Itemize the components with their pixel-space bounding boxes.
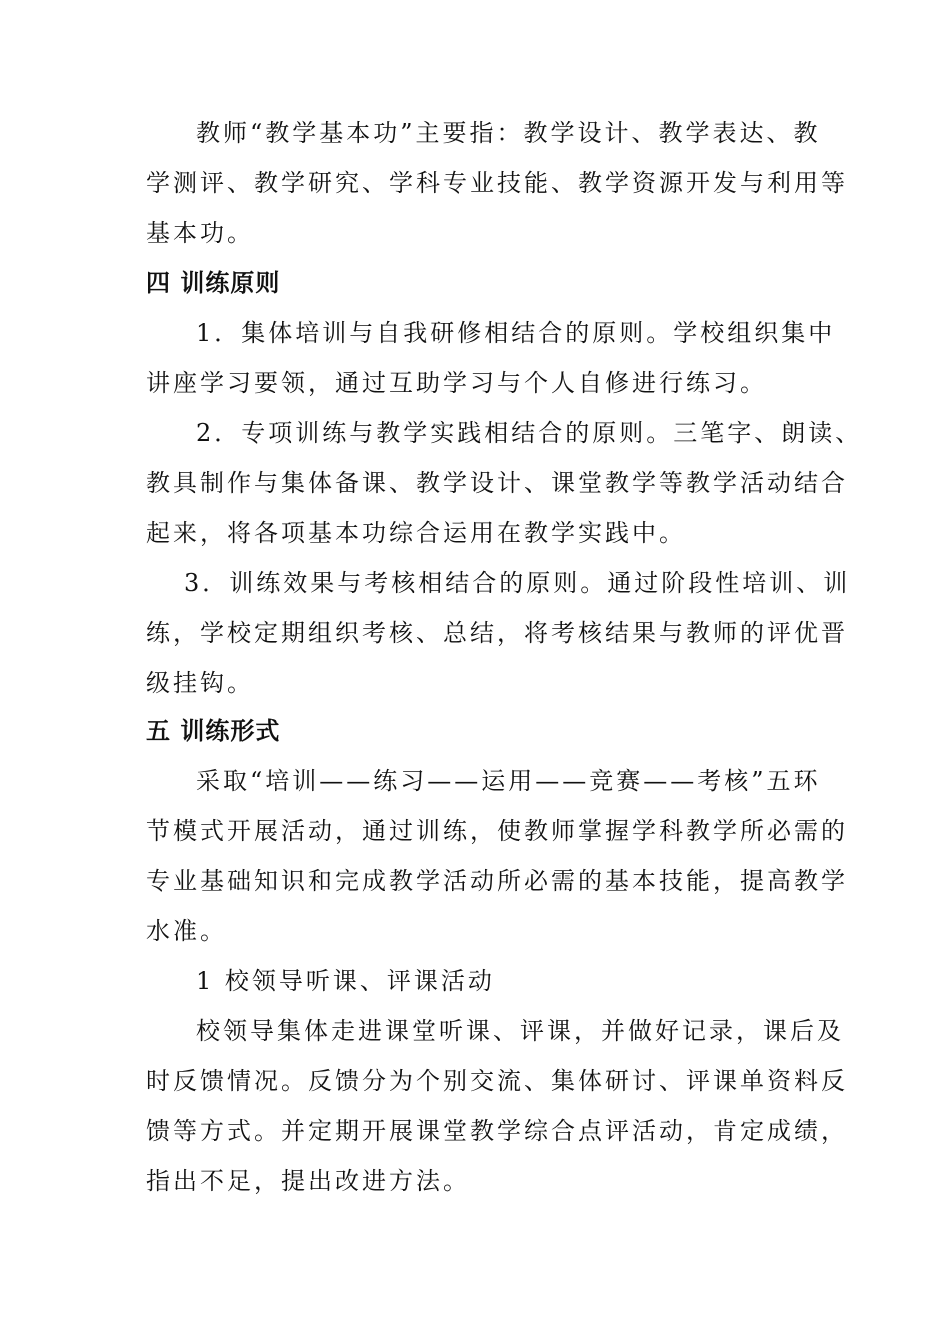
observation-line-2: 时反馈情况。反馈分为个别交流、集体研讨、评课单资料反 (146, 1067, 848, 1095)
principle-2-line-1: 2．专项训练与教学实践相结合的原则。三笔字、朗读、 (196, 419, 863, 447)
principle-3-line-3: 级挂钩。 (146, 669, 254, 697)
principle-1-line-2: 讲座学习要领，通过互助学习与个人自修进行练习。 (146, 369, 767, 397)
principle-2-line-2: 教具制作与集体备课、教学设计、课堂教学等教学活动结合 (146, 469, 848, 497)
forms-line-1: 采取“培训——练习——运用——竞赛——考核”五环 (196, 767, 821, 795)
section-heading-principles: 四 训练原则 (146, 269, 281, 297)
intro-line-3: 基本功。 (146, 219, 254, 247)
forms-line-4: 水准。 (146, 917, 227, 945)
principle-1-line-1: 1．集体培训与自我研修相结合的原则。学校组织集中 (196, 319, 836, 347)
subheading-leader-observation: 1 校领导听课、评课活动 (196, 967, 495, 995)
observation-line-3: 馈等方式。并定期开展课堂教学综合点评活动，肯定成绩， (146, 1117, 848, 1145)
observation-line-4: 指出不足，提出改进方法。 (146, 1167, 470, 1195)
principle-3-line-1: 3．训练效果与考核相结合的原则。通过阶段性培训、训 (184, 569, 851, 597)
observation-line-1: 校领导集体走进课堂听课、评课，并做好记录，课后及 (196, 1017, 844, 1045)
intro-line-2: 学测评、教学研究、学科专业技能、教学资源开发与利用等 (146, 169, 848, 197)
section-heading-forms: 五 训练形式 (146, 717, 281, 745)
forms-line-3: 专业基础知识和完成教学活动所必需的基本技能，提高教学 (146, 867, 848, 895)
forms-line-2: 节模式开展活动，通过训练，使教师掌握学科教学所必需的 (146, 817, 848, 845)
principle-3-line-2: 练，学校定期组织考核、总结，将考核结果与教师的评优晋 (146, 619, 848, 647)
principle-2-line-3: 起来，将各项基本功综合运用在教学实践中。 (146, 519, 686, 547)
intro-line-1: 教师“教学基本功”主要指：教学设计、教学表达、教 (196, 119, 821, 147)
